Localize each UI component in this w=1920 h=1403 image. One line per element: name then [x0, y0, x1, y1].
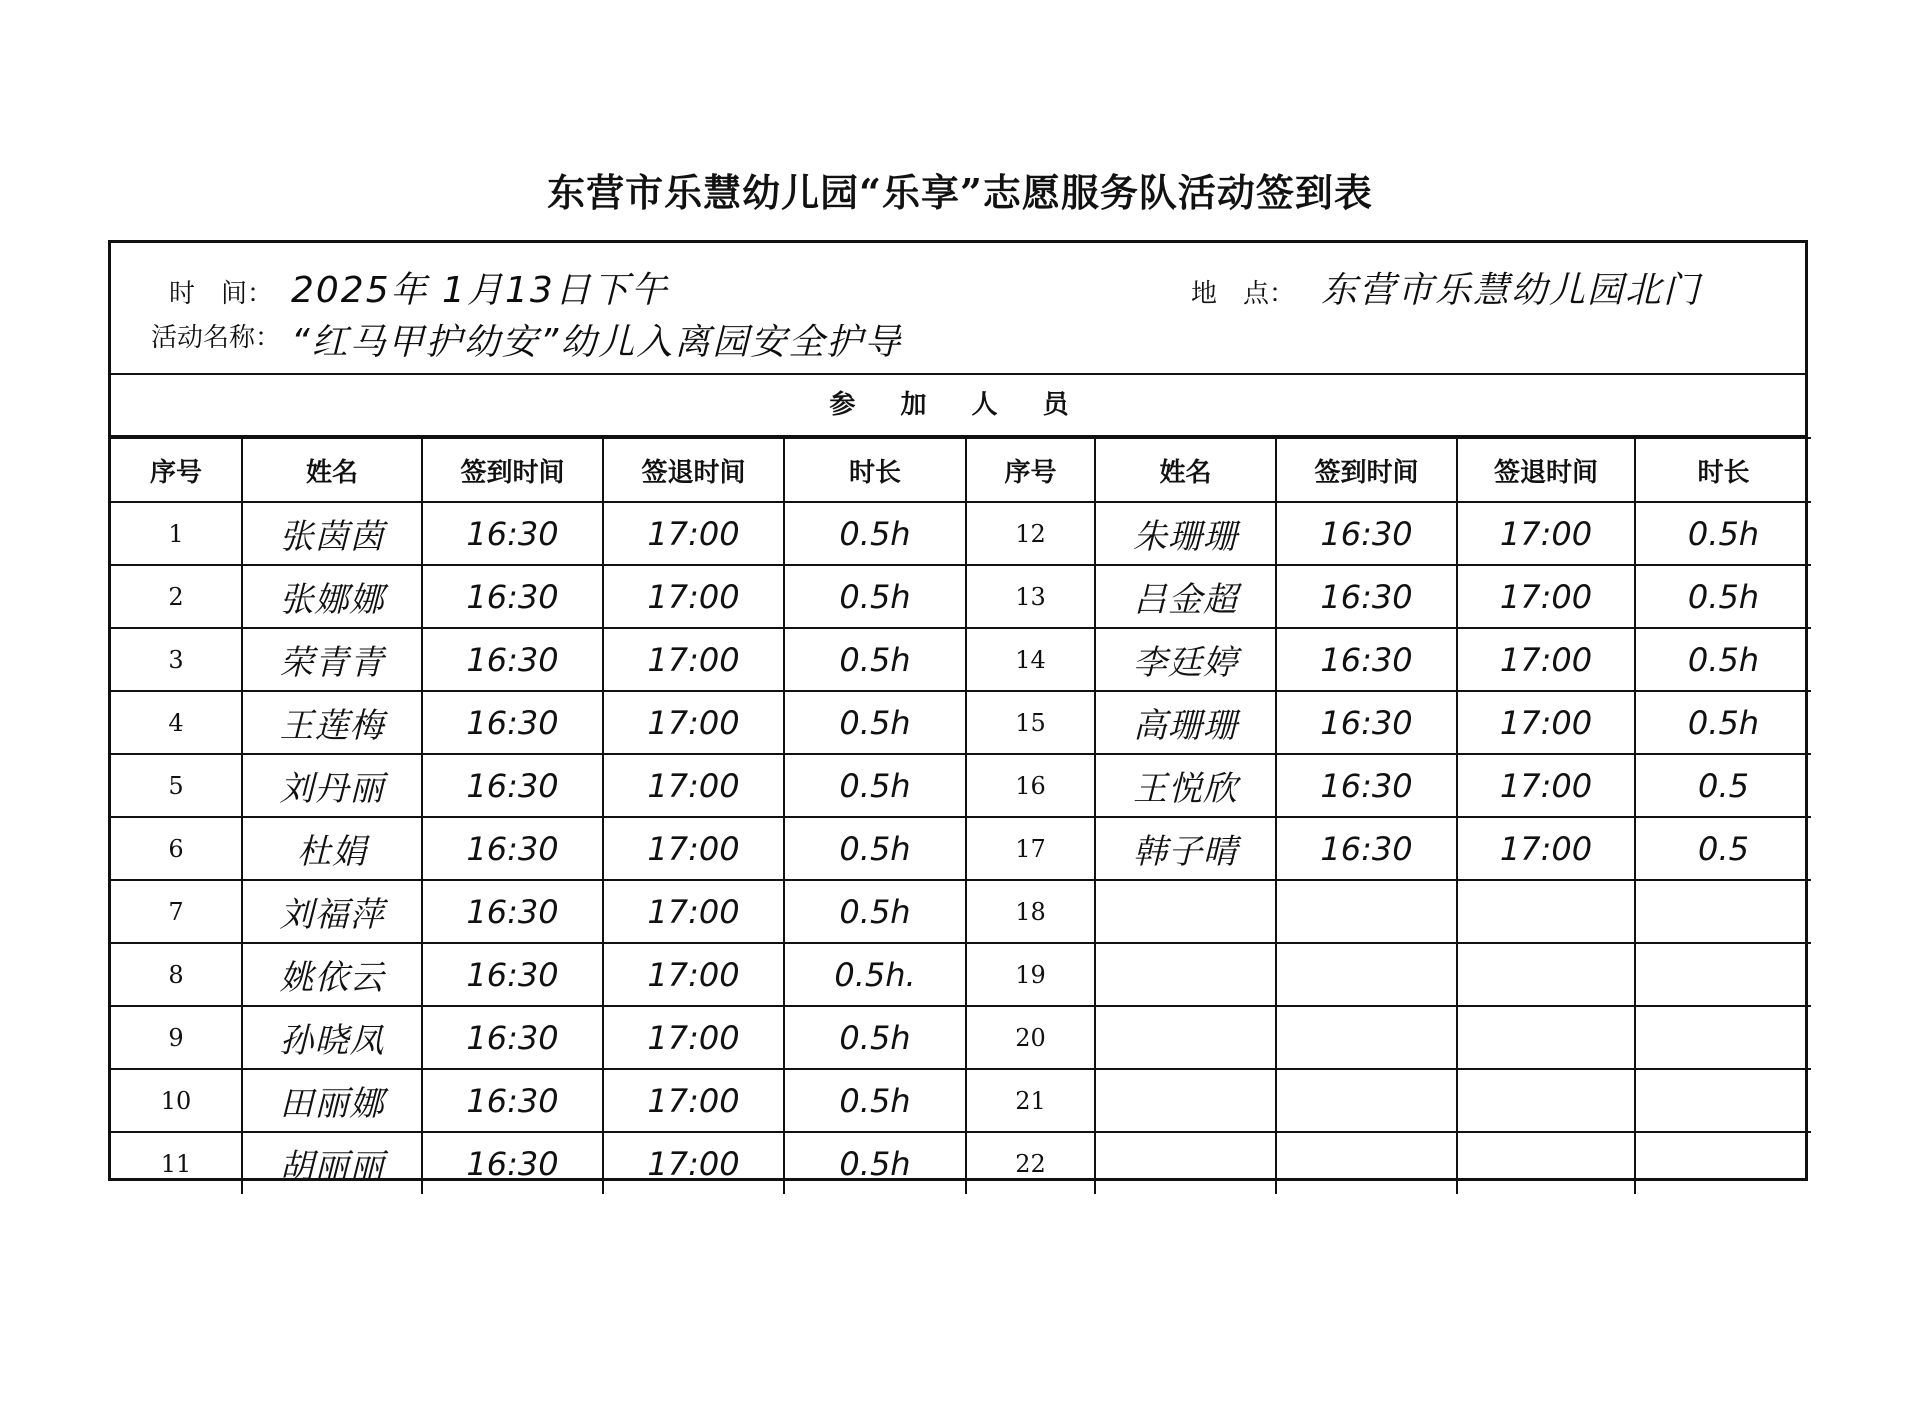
signin-time: 16:30: [1276, 565, 1457, 628]
participant-name: 张娜娜: [242, 565, 422, 628]
participant-name: 张茵茵: [242, 502, 422, 565]
col-header-no-right: 序号: [966, 438, 1095, 502]
signout-time: 17:00: [603, 565, 784, 628]
row-number: 8: [111, 943, 242, 1006]
signout-time: 17:00: [603, 943, 784, 1006]
signin-time: 16:30: [422, 565, 603, 628]
participant-name: 孙晓凤: [242, 1006, 422, 1069]
participant-name: 吕金超: [1095, 565, 1276, 628]
participant-name: [1095, 943, 1276, 1006]
row-number: 7: [111, 880, 242, 943]
row-number: 12: [966, 502, 1095, 565]
row-number: 2: [111, 565, 242, 628]
signin-table: [111, 437, 1811, 1194]
participant-name: [1095, 1069, 1276, 1132]
duration: 0.5h: [1635, 502, 1811, 565]
table-row: [111, 565, 1811, 628]
col-header-signout: 签退时间: [603, 438, 784, 502]
signin-time: 16:30: [1276, 817, 1457, 880]
signout-time: [1457, 880, 1635, 943]
row-number: 9: [111, 1006, 242, 1069]
signout-time: 17:00: [1457, 565, 1635, 628]
duration: 0.5h: [784, 880, 966, 943]
row-number: 16: [966, 754, 1095, 817]
participant-name: 杜娟: [242, 817, 422, 880]
signout-time: 17:00: [603, 691, 784, 754]
signin-time: 16:30: [422, 817, 603, 880]
duration: [1635, 1132, 1811, 1194]
row-number: 10: [111, 1069, 242, 1132]
row-number: 22: [966, 1132, 1095, 1194]
signout-time: 17:00: [603, 1069, 784, 1132]
duration: 0.5h: [784, 1132, 966, 1194]
participant-name: 王莲梅: [242, 691, 422, 754]
place-value: 东营市乐慧幼儿园北门: [1321, 270, 1702, 311]
participant-name: 高珊珊: [1095, 691, 1276, 754]
table-row: [111, 691, 1811, 754]
duration: 0.5h: [784, 754, 966, 817]
table-row: [111, 1006, 1811, 1069]
table-row: [111, 1069, 1811, 1132]
signout-time: 17:00: [603, 1132, 784, 1194]
duration: [1635, 880, 1811, 943]
time-value: 2025年 1月13日下午: [291, 270, 669, 311]
signin-time: 16:30: [422, 1069, 603, 1132]
row-number: 20: [966, 1006, 1095, 1069]
participant-name: 荣青青: [242, 628, 422, 691]
row-number: 21: [966, 1069, 1095, 1132]
duration: [1635, 1069, 1811, 1132]
signin-time: [1276, 1006, 1457, 1069]
signin-time: 16:30: [422, 1006, 603, 1069]
activity-info: [111, 243, 1805, 375]
duration: 0.5h: [784, 1069, 966, 1132]
table-row: [111, 754, 1811, 817]
row-number: 13: [966, 565, 1095, 628]
row-number: 3: [111, 628, 242, 691]
duration: 0.5h.: [784, 943, 966, 1006]
participant-name: 刘丹丽: [242, 754, 422, 817]
participant-name: 刘福萍: [242, 880, 422, 943]
duration: 0.5: [1635, 817, 1811, 880]
table-row: [111, 943, 1811, 1006]
signout-time: [1457, 1132, 1635, 1194]
signin-time: 16:30: [422, 691, 603, 754]
activity-value: “红马甲护幼安”幼儿入离园安全护导: [291, 322, 903, 363]
table-row: [111, 817, 1811, 880]
participant-name: 韩子晴: [1095, 817, 1276, 880]
duration: 0.5h: [784, 1006, 966, 1069]
signout-time: 17:00: [1457, 817, 1635, 880]
col-header-name-right: 姓名: [1095, 438, 1276, 502]
signin-time: 16:30: [1276, 691, 1457, 754]
place-label: 地 点：: [1191, 279, 1296, 309]
signout-time: 17:00: [603, 1006, 784, 1069]
signout-time: 17:00: [603, 502, 784, 565]
duration: 0.5h: [784, 817, 966, 880]
signin-time: 16:30: [422, 754, 603, 817]
time-label: 时 间：: [169, 279, 274, 309]
participant-name: 胡丽丽: [242, 1132, 422, 1194]
col-header-duration-right: 时长: [1635, 438, 1811, 502]
row-number: 4: [111, 691, 242, 754]
duration: 0.5: [1635, 754, 1811, 817]
signout-time: 17:00: [603, 628, 784, 691]
signout-time: 17:00: [603, 880, 784, 943]
table-row: [111, 502, 1811, 565]
duration: 0.5h: [1635, 628, 1811, 691]
participant-name: 田丽娜: [242, 1069, 422, 1132]
duration: [1635, 1006, 1811, 1069]
signout-time: 17:00: [1457, 502, 1635, 565]
col-header-signout-right: 签退时间: [1457, 438, 1635, 502]
row-number: 6: [111, 817, 242, 880]
signin-time: 16:30: [1276, 628, 1457, 691]
table-row: [111, 880, 1811, 943]
signout-time: 17:00: [603, 817, 784, 880]
signout-time: [1457, 1006, 1635, 1069]
activity-label: 活动名称：: [151, 323, 282, 353]
participant-name: [1095, 880, 1276, 943]
signin-time: [1276, 880, 1457, 943]
row-number: 14: [966, 628, 1095, 691]
col-header-name: 姓名: [242, 438, 422, 502]
participant-name: 朱珊珊: [1095, 502, 1276, 565]
duration: 0.5h: [784, 628, 966, 691]
participant-name: [1095, 1132, 1276, 1194]
signout-time: 17:00: [603, 754, 784, 817]
row-number: 17: [966, 817, 1095, 880]
col-header-duration: 时长: [784, 438, 966, 502]
duration: 0.5h: [1635, 565, 1811, 628]
signin-time: 16:30: [422, 943, 603, 1006]
row-number: 11: [111, 1132, 242, 1194]
signin-time: [1276, 1132, 1457, 1194]
participants-section-title: 参 加 人 员: [111, 375, 1805, 437]
document-title: 东营市乐慧幼儿园“乐享”志愿服务队活动签到表: [547, 170, 1373, 215]
participant-name: [1095, 1006, 1276, 1069]
signout-time: [1457, 1069, 1635, 1132]
participant-name: 王悦欣: [1095, 754, 1276, 817]
row-number: 5: [111, 754, 242, 817]
signout-time: 17:00: [1457, 628, 1635, 691]
signin-time: 16:30: [422, 1132, 603, 1194]
signin-time: 16:30: [422, 502, 603, 565]
duration: 0.5h: [784, 691, 966, 754]
col-header-signin-right: 签到时间: [1276, 438, 1457, 502]
signout-time: 17:00: [1457, 691, 1635, 754]
duration: 0.5h: [784, 565, 966, 628]
row-number: 19: [966, 943, 1095, 1006]
row-number: 18: [966, 880, 1095, 943]
signin-time: 16:30: [1276, 754, 1457, 817]
signin-time: [1276, 1069, 1457, 1132]
duration: 0.5h: [784, 502, 966, 565]
row-number: 15: [966, 691, 1095, 754]
duration: 0.5h: [1635, 691, 1811, 754]
table-row: [111, 1132, 1811, 1194]
signin-time: 16:30: [422, 628, 603, 691]
table-row: [111, 628, 1811, 691]
signin-time: 16:30: [1276, 502, 1457, 565]
signin-time: 16:30: [422, 880, 603, 943]
col-header-signin: 签到时间: [422, 438, 603, 502]
signin-time: [1276, 943, 1457, 1006]
row-number: 1: [111, 502, 242, 565]
participant-name: 李廷婷: [1095, 628, 1276, 691]
participant-name: 姚依云: [242, 943, 422, 1006]
col-header-no: 序号: [111, 438, 242, 502]
signin-sheet: [108, 240, 1808, 1187]
signout-time: 17:00: [1457, 754, 1635, 817]
signout-time: [1457, 943, 1635, 1006]
table-header-row: [111, 438, 1811, 502]
duration: [1635, 943, 1811, 1006]
